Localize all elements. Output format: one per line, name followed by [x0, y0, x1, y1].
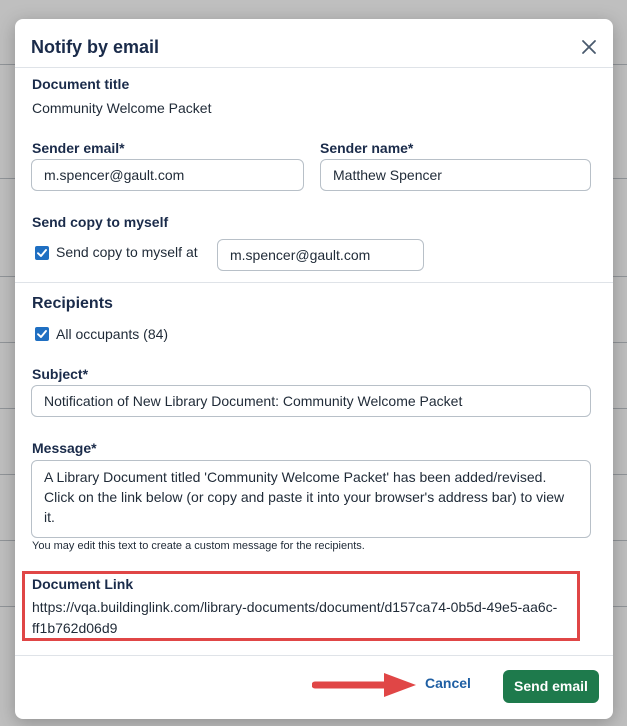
close-button[interactable] [580, 38, 598, 56]
document-title-label: Document title [32, 76, 130, 92]
send-copy-checkbox[interactable] [35, 246, 49, 260]
document-link-label: Document Link [32, 576, 134, 592]
dialog-title: Notify by email [31, 37, 160, 57]
section-divider [15, 282, 613, 283]
checkmark-icon [35, 246, 49, 260]
close-icon [580, 38, 598, 56]
message-hint: You may edit this text to create a custom message for the recipients. [32, 540, 365, 552]
message-label: Message* [32, 440, 97, 456]
send-copy-section-label: Send copy to myself [32, 214, 169, 230]
cancel-button[interactable]: Cancel [425, 675, 471, 691]
all-occupants-checkbox[interactable] [35, 327, 49, 341]
document-title-value: Community Welcome Packet [32, 100, 212, 116]
send-copy-checkbox-label[interactable]: Send copy to myself at [56, 244, 198, 260]
sender-email-label: Sender email* [32, 140, 125, 156]
sender-name-label: Sender name* [320, 140, 414, 156]
red-arrow-annotation [312, 671, 422, 699]
subject-input[interactable]: Notification of New Library Document: Community Welcome Packet [31, 385, 591, 417]
sender-email-input[interactable]: m.spencer@gault.com [31, 159, 304, 191]
copy-email-input[interactable]: m.spencer@gault.com [217, 239, 424, 271]
checkmark-icon [35, 327, 49, 341]
all-occupants-label[interactable]: All occupants (84) [56, 326, 169, 342]
footer-divider [15, 655, 613, 656]
send-email-button[interactable]: Send email [503, 670, 599, 703]
notify-by-email-dialog [15, 19, 613, 719]
recipients-title: Recipients [32, 295, 113, 312]
message-textarea[interactable]: A Library Document titled 'Community Welcome Packet' has been added/revised. Click on the link below (or copy and paste it into your browser's address bar) to view it. [31, 460, 591, 538]
subject-label: Subject* [32, 366, 89, 382]
document-link-url[interactable]: https://vqa.buildinglink.com/library-documents/document/d157ca74-0b5d-49e5-aa6c-ff1b762d06d9 [32, 599, 558, 636]
header-divider [15, 67, 613, 68]
sender-name-input[interactable]: Matthew Spencer [320, 159, 591, 191]
